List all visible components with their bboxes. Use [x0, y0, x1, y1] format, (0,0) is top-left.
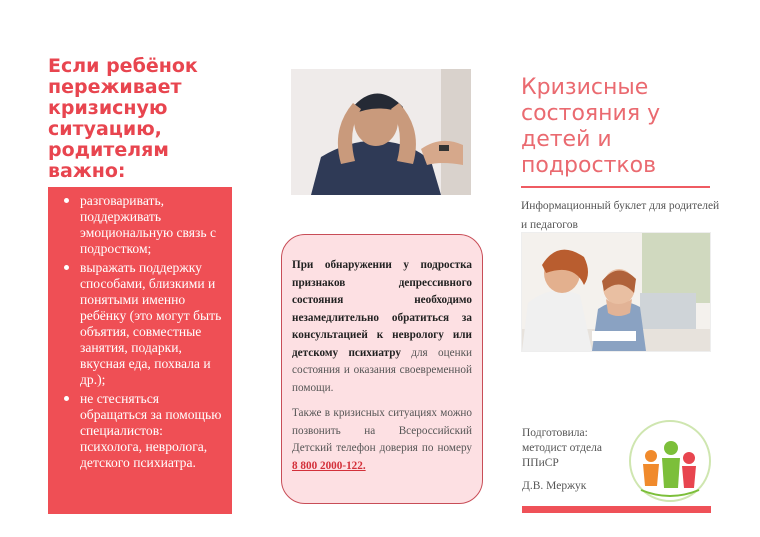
mother-child-photo: [522, 233, 710, 351]
booklet-subtitle: Информационный буклет для родителей и педагогов: [521, 200, 720, 231]
bullet-icon: [64, 265, 69, 270]
advice-list: [62, 193, 224, 471]
hotline-phone-link[interactable]: 8 800 2000-122.: [292, 459, 366, 472]
title-divider: [521, 186, 710, 188]
prepared-by: Подготовила: методист отдела ППиСР: [522, 427, 602, 469]
booklet-title: Кризисные состояния у детей и подростков: [521, 75, 661, 178]
help-paragraph-rest: для оценки состояния и оказания своевременной помощи.: [292, 346, 472, 394]
left-heading: Если ребёнок переживает кризисную ситуацию, родителям важно:: [48, 55, 198, 182]
help-paragraph-bold: При обнаружении у подростка признаков депрессивного состояния необходимо незамедлительно обратиться за консультацией к неврологу или детскому психиатру: [292, 259, 472, 359]
distressed-teen-photo: [291, 69, 471, 195]
bullet-icon: [64, 198, 69, 203]
bullet-icon: [64, 396, 69, 401]
parent-advice-box: [48, 187, 232, 514]
bottom-accent-bar: [522, 506, 711, 513]
center-ppmsp-logo: [627, 418, 713, 504]
hotline-paragraph: [292, 405, 472, 475]
help-paragraph: [292, 257, 472, 397]
list-item: разговаривать, поддерживать эмоциональную связь с подростком;: [62, 193, 224, 257]
hotline-text: Также в кризисных ситуациях можно позвонить на Всероссийский Детский телефон доверия по номеру: [292, 407, 472, 454]
author-name: Д.В. Мержук: [522, 480, 587, 492]
list-item: выражать поддержку способами, близкими и понятыми именно ребёнку (это могут быть объятия, совместные занятия, подарки, вкусная еда, похвала и др.);: [62, 260, 224, 388]
help-info-box: [281, 234, 483, 504]
list-item: не стесняться обращаться за помощью специалистов: психолога, невролога, детского психиатра.: [62, 391, 224, 471]
